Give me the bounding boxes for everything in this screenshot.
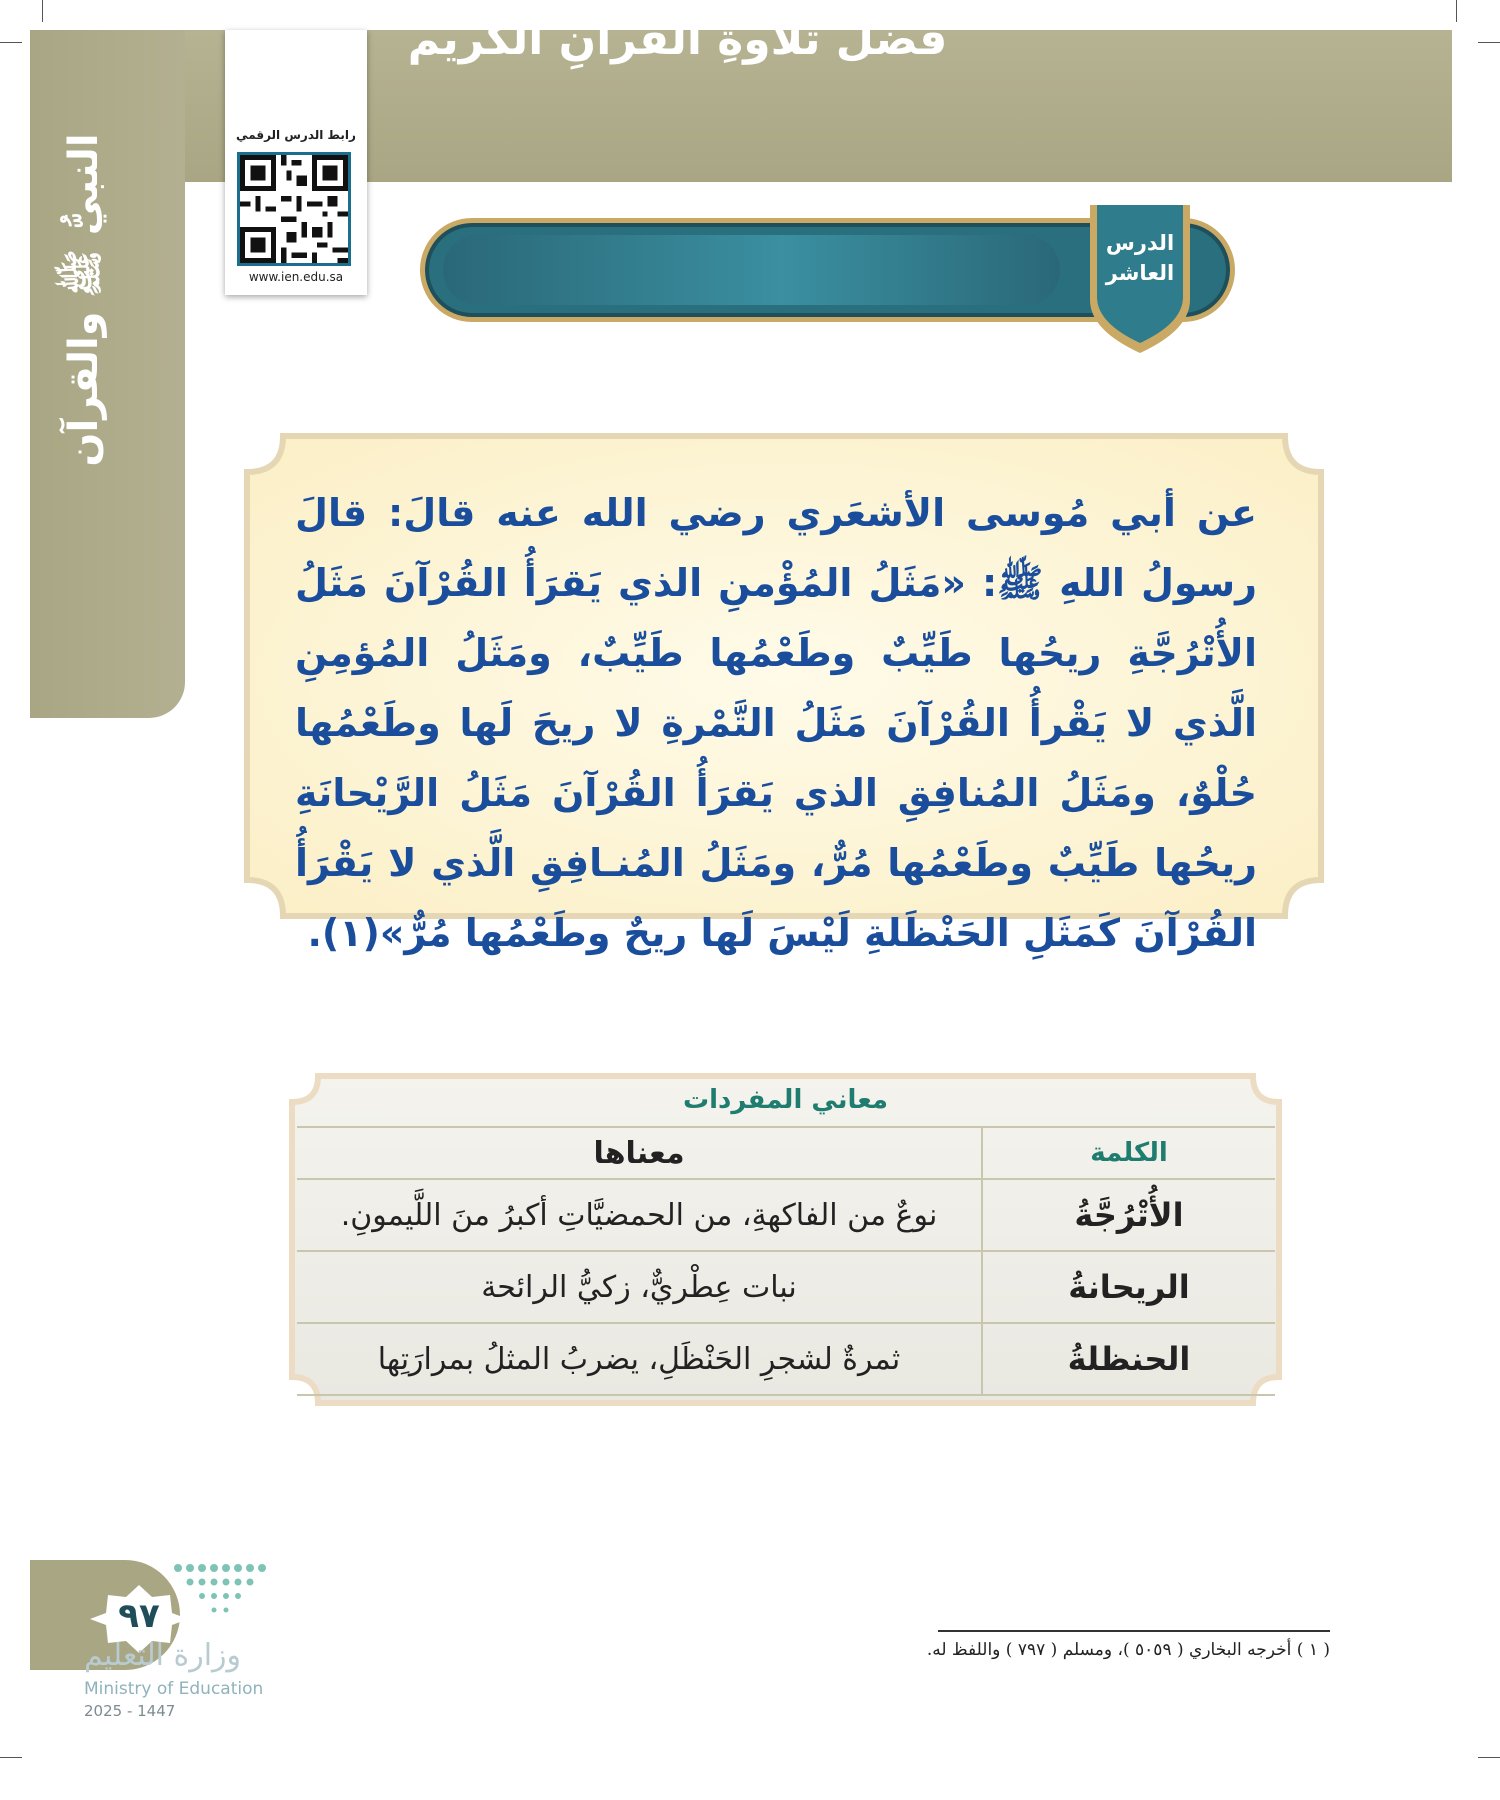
qr-url[interactable]: www.ien.edu.sa xyxy=(248,270,344,284)
badge-line-2: العاشر xyxy=(1105,261,1175,285)
vocab-meaning: ثمرةٌ لشجرِ الحَنْظَلِ، يضربُ المثلُ بمرارَتِها xyxy=(297,1323,982,1395)
footnote-divider xyxy=(938,1630,1330,1632)
vocab-word: الريحانةُ xyxy=(982,1251,1275,1323)
lesson-badge-text xyxy=(1085,228,1195,288)
vocab-word: الأُتْرُجَّةُ xyxy=(982,1179,1275,1251)
page-number: ٩٧ xyxy=(118,1596,160,1636)
table-row xyxy=(297,1251,1275,1323)
crop-mark xyxy=(1478,1757,1500,1758)
ministry-name-english: Ministry of Education xyxy=(84,1679,264,1699)
hadith-text: عن أبي مُوسى الأشعَري رضي الله عنه قالَ: قالَ رسولُ اللهِ ﷺ: «مَثَلُ المُؤْمنِ الذي يَقرَأُ القُرْآنَ مَثَلُ الأُتْرُجَّةِ ريحُها طَيِّبٌ وطَعْمُها طَيِّبٌ، ومَثَلُ المُؤمِنِ الَّذي لا يَقْرأُ القُرْآنَ مَثَلُ التَّمْرةِ لا ريحَ لَها وطَعْمُها حُلْوٌ، ومَثَلُ المُنافِقِ الذي يَقرَأُ القُرْآنَ مَثَلُ الرَّيْحانَةِ ريحُها طَيِّبٌ وطَعْمُها مُرٌّ، ومَثَلُ المُنـافِقِ الَّذي لا يَقْرَأُ القُرْآنَ كَمَثَلِ الحَنْظَلةِ لَيْسَ لَها ريحٌ وطَعْمُها مُرٌّ»(١). xyxy=(295,491,1257,955)
crop-mark xyxy=(1478,42,1500,43)
badge-line-1: الدرس xyxy=(1105,231,1175,255)
vocab-heading: معاني المفردات xyxy=(682,1085,889,1115)
vocab-word: الحنظلةُ xyxy=(982,1323,1275,1395)
crop-mark xyxy=(0,1757,22,1758)
qr-card[interactable] xyxy=(225,30,367,295)
ministry-year: 2025 - 1447 xyxy=(84,1702,176,1720)
banner-inner xyxy=(443,235,1060,305)
crop-mark xyxy=(0,42,22,43)
lesson-title: فضلُ تلاوةِ القرآنِ الكريم xyxy=(407,14,948,65)
footnote: ( ١ ) أخرجه البخاري ( ٥٠٥٩ )، ومسلم ( ٧٩٧ ) واللفظ له. xyxy=(926,1640,1330,1660)
vocab-col-meaning: معناها xyxy=(297,1127,982,1179)
ministry-name-arabic: وزارة التعليم xyxy=(84,1638,242,1673)
vocab-meaning: نوعٌ من الفاكهةِ، من الحمضيَّاتِ أكبرُ منَ اللَّيمونِ. xyxy=(297,1179,982,1251)
vocab-col-word: الكلمة xyxy=(982,1127,1275,1179)
crop-mark xyxy=(1456,0,1457,22)
qr-label: رابط الدرس الرقمي xyxy=(236,128,356,142)
qr-code-icon[interactable] xyxy=(237,152,351,266)
table-row xyxy=(297,1179,1275,1251)
vocab-meaning: نبات عِطْريٌّ، زكيُّ الرائحة xyxy=(297,1251,982,1323)
unit-title: النبيُّ ﷺ والقرآن xyxy=(61,133,107,467)
vocab-header-row xyxy=(297,1127,1275,1179)
vocab-table xyxy=(297,1126,1275,1396)
table-row xyxy=(297,1323,1275,1395)
